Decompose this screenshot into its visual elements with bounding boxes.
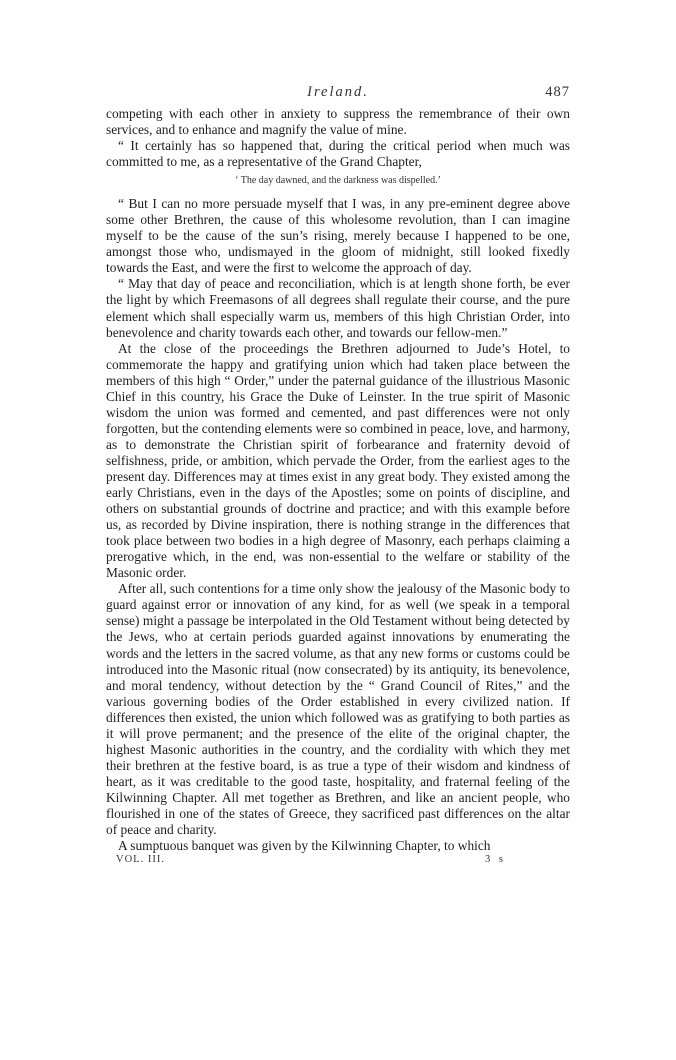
paragraph-continued: competing with each other in anxiety to suppress the remembrance of their own services, and to enhance and magnify the value of mine. bbox=[106, 106, 570, 138]
book-page bbox=[106, 84, 570, 870]
volume-mark: VOL. III. bbox=[116, 854, 165, 866]
page-number: 487 bbox=[545, 84, 570, 100]
paragraph-persuade: “ But I can no more persuade myself that I was, in any pre-eminent degree above some other Brethren, the cause of this wholesome revolution, than I can imagine myself to be the cause of the sun’s rising, merely because I happened to be one, amongst those who, undismayed in the gloom of midnight, still looked fixedly towards the East, and were the first to welcome the approach of day. bbox=[106, 196, 570, 276]
signature-mark: 3 s bbox=[485, 854, 506, 866]
running-head bbox=[106, 84, 570, 106]
running-title: Ireland. bbox=[307, 84, 369, 100]
paragraph-contentions: After all, such contentions for a time only show the jealousy of the Masonic body to guard against error or innovation of any kind, for as well (we speak in a temporal sense) might a passage be interpolated in the Old Testament without being detected by the Jews, who at certain periods guarded against innovations by enumerating the words and the letters in the sacred volume, as that any new forms or customs could be introduced into the Masonic ritual (now consecrated) by its antiquity, its benevolence, and moral tendency, without detection by the “ Grand Council of Rites,” and the various governing bodies of the Order established in every civilized nation. If differences then existed, the union which followed was as gratifying to both parties as it will prove permanent; and the presence of the elite of the original chapter, the highest Masonic authorities in the country, and the cordiality with which they met their brethren at the festive board, is as true a type of their wisdom and kindness of heart, as it was creditable to the good taste, hospitality, and fraternal feeling of the Kilwinning Chapter. All met together as Brethren, and like an ancient people, who flourished in one of the states of Greece, they sacrificed past differences on the altar of peace and charity. bbox=[106, 581, 570, 838]
body-text bbox=[106, 106, 570, 854]
paragraph-grand-chapter: “ It certainly has so happened that, during the critical period when much was committed to me, as a representative of the Grand Chapter, bbox=[106, 138, 570, 170]
quoted-inscription: ‘ The day dawned, and the darkness was dispelled.’ bbox=[235, 175, 441, 187]
paragraph-peace-reconciliation: “ May that day of peace and reconciliation, which is at length shone forth, be ever the light by which Freemasons of all degrees shall regulate their course, and the pure element which shall especially warm us, members of this high Christian Order, into benevolence and charity towards each other, and towards our fellow-men.” bbox=[106, 276, 570, 340]
page-foot bbox=[106, 854, 570, 870]
paragraph-proceedings: At the close of the proceedings the Brethren adjourned to Jude’s Hotel, to commemorate the happy and gratifying union which had taken place between the members of this high “ Order,” under the paternal guidance of the illustrious Masonic Chief in this country, his Grace the Duke of Leinster. In the true spirit of Masonic wisdom the union was formed and cemented, and past differences were not only forgotten, but the contending elements were so combined in peace, love, and harmony, as to demonstrate the Christian spirit of forbearance and fraternity devoid of selfishness, pride, or ambition, which pervade the Order, from the earliest ages to the present day. Differences may at times exist in any great body. They existed among the early Christians, even in the days of the Apostles; some on points of discipline, and others on substantial grounds of doctrine and practice; and with this example before us, as recorded by Divine inspiration, there is nothing strange in the differences that took place between two bodies in a high degree of Masonry, each perhaps claiming a prerogative which, in the end, was non-essential to the welfare or stability of the Masonic order. bbox=[106, 340, 570, 581]
paragraph-banquet: A sumptuous banquet was given by the Kilwinning Chapter, to which bbox=[118, 838, 491, 854]
